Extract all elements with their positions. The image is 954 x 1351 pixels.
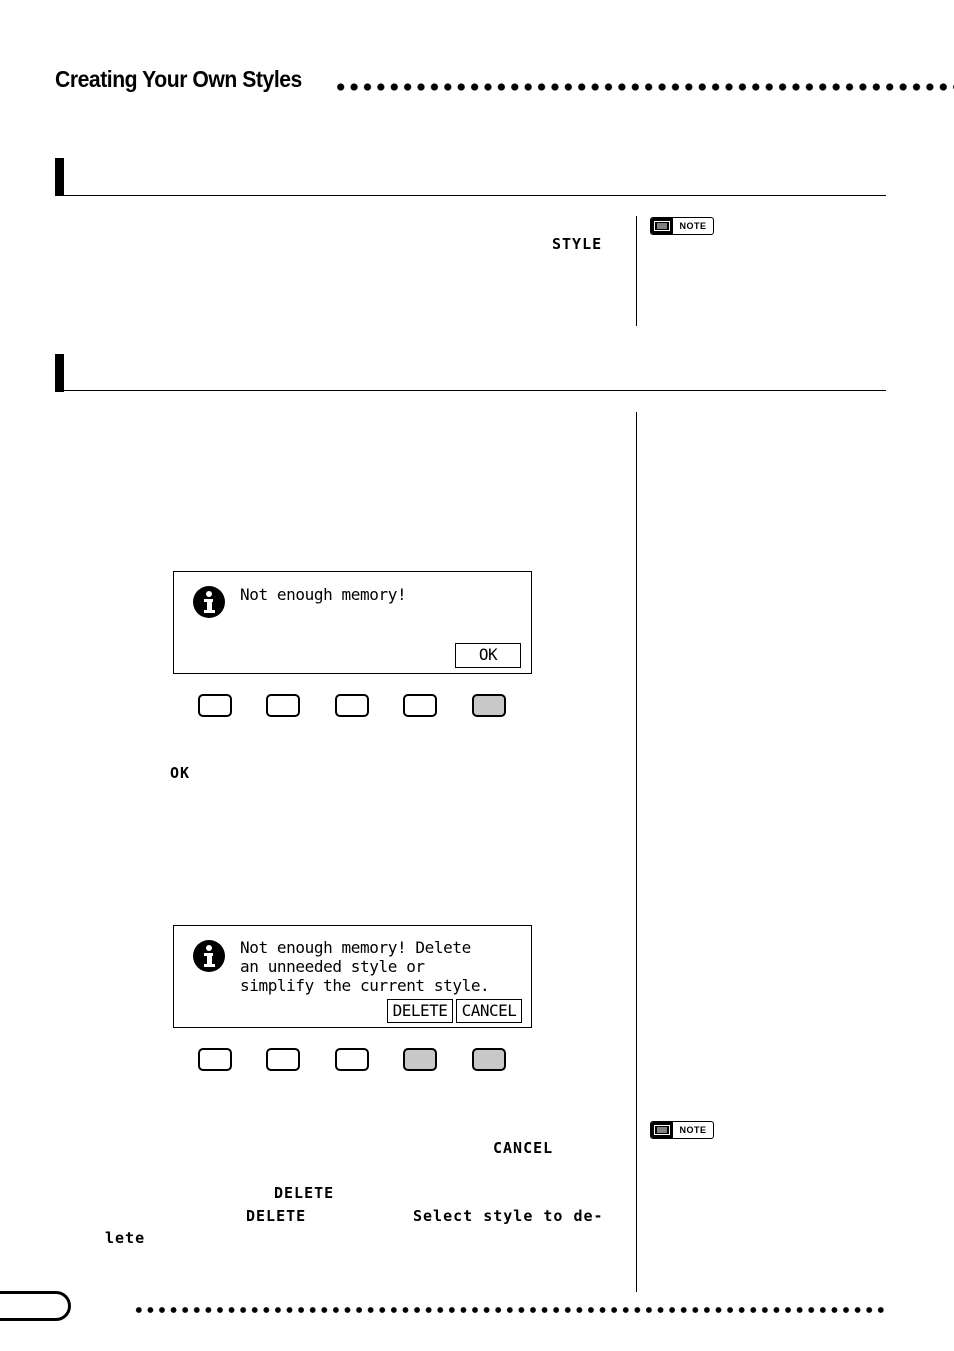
note-label: NOTE	[679, 1125, 707, 1135]
style-keyword: STYLE	[552, 235, 603, 253]
panel-button-5-cancel[interactable]	[472, 1048, 506, 1071]
panel-button-1[interactable]	[198, 1048, 232, 1071]
delete-soft-button[interactable]: DELETE	[387, 999, 453, 1023]
page-title: Creating Your Own Styles	[55, 66, 302, 92]
info-icon	[193, 940, 225, 972]
lcd-message-line-2: an unneeded style or	[240, 957, 425, 976]
info-icon	[193, 586, 225, 618]
note-badge-1	[650, 217, 714, 235]
footer-dot-leader	[133, 1305, 888, 1315]
panel-button-4-delete[interactable]	[403, 1048, 437, 1071]
lcd-message-line-1: Not enough memory! Delete	[240, 938, 471, 957]
lcd-message-line-3: simplify the current style.	[240, 976, 490, 995]
note-badge-2	[650, 1121, 714, 1139]
column-divider-1	[636, 216, 637, 326]
column-divider-2	[636, 412, 637, 1292]
section-1-heading-bar	[55, 158, 64, 196]
panel-button-5-ok[interactable]	[472, 694, 506, 717]
section-2-heading-rule	[55, 390, 886, 391]
lcd-display-delete-or-cancel	[173, 925, 532, 1028]
note-label: NOTE	[679, 221, 707, 231]
note-icon	[651, 218, 673, 234]
page-number-tab	[0, 1291, 71, 1321]
panel-button-3[interactable]	[335, 694, 369, 717]
lcd-display-not-enough-memory	[173, 571, 532, 674]
select-prompt-line-2: lete	[105, 1229, 146, 1247]
title-dot-leader	[334, 82, 954, 92]
panel-button-2[interactable]	[266, 694, 300, 717]
section-1-heading-rule	[55, 195, 886, 196]
delete-keyword-1: DELETE	[274, 1184, 335, 1202]
lcd-message: Not enough memory!	[240, 585, 407, 604]
panel-button-1[interactable]	[198, 694, 232, 717]
ok-keyword: OK	[170, 764, 191, 782]
panel-button-2[interactable]	[266, 1048, 300, 1071]
cancel-soft-button[interactable]: CANCEL	[456, 999, 522, 1023]
cancel-keyword: CANCEL	[493, 1139, 554, 1157]
note-icon	[651, 1122, 673, 1138]
select-prompt-line-1: Select style to de-	[413, 1207, 604, 1225]
delete-keyword-2: DELETE	[246, 1207, 307, 1225]
panel-button-4[interactable]	[403, 694, 437, 717]
section-2-heading-bar	[55, 354, 64, 392]
ok-soft-button[interactable]: OK	[455, 643, 521, 668]
panel-button-3[interactable]	[335, 1048, 369, 1071]
